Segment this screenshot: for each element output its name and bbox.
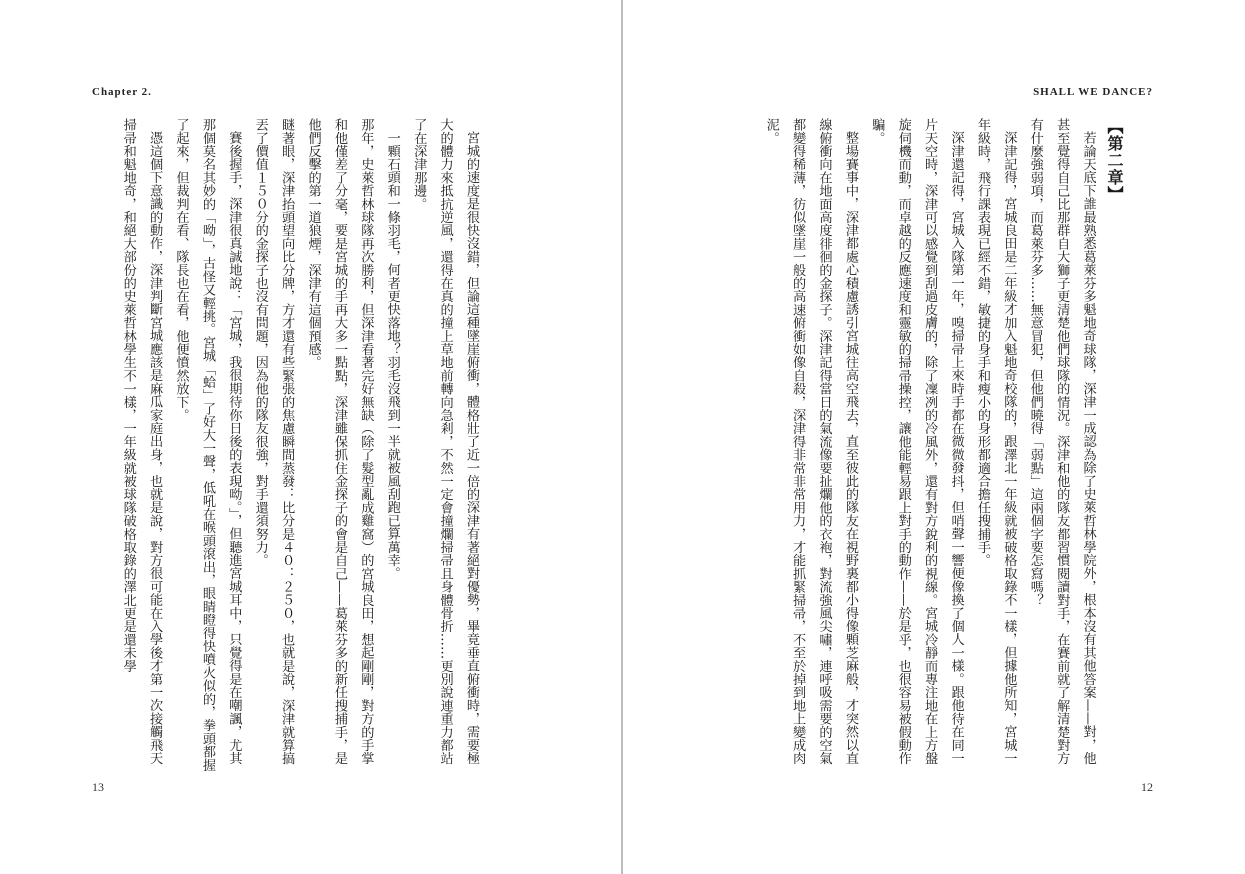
page-number: 13 [92, 780, 104, 794]
chapter-title: 【第二章】 [1105, 118, 1124, 203]
paragraph: 瞇著眼，深津抬頭望向比分牌，方才還有些緊張的焦慮瞬間蒸發：比分是４０：２５０，也就是說，深津就算搞丟了價值１５０分的金探子也沒有問題，因為他的隊友很強，對手還須努力。 [252, 118, 295, 765]
left-page-body [92, 118, 484, 774]
paragraph: 那年，史萊哲林球隊再次勝利，但深津看著完好無缺（除了髮型亂成雞窩）的宮城良田，想起剛剛，對方的手掌和他僅差了分毫，要是宮城的手再大多一點點，深津雖保抓住金探子的會是自己——葛萊芬多的新任搜捕手，是他們反擊的第一道狼煙，深津有這個預感。 [305, 118, 374, 765]
paragraph: 若論天底下誰最熟悉葛萊芬多魁地奇球隊，深津一成認為除了史萊哲林學院外，根本沒有其他答案——對，他甚至覺得自己比那群自大獅子更清楚他們球隊的情況。深津和他的隊友都習慣閱讀對手，在賽前就了解清楚對方有什麼強弱項，而葛萊芬多……無意冒犯，但他們曉得「弱點」這兩個字要怎寫嗎？ [1027, 118, 1096, 765]
paragraph: 整場賽事中，深津都處心積慮誘引宮城往高空飛去，直至彼此的隊友在視野裏都小得像顆芝麻般，才突然以直線俯衝向在地面高度徘徊的金探子。深津記得當日的氣流像要扯爛他的衣袍，對流強風尖嘯，連呼吸需要的空氣都變得稀薄，彷似墜崖一般的高速俯衝如像自殺，深津得非常非常用力，才能抓緊掃帚，不至於掉到地上變成肉泥。 [763, 118, 858, 765]
running-header-chapter: Chapter 2. [92, 86, 152, 98]
paragraph: 賽後握手，深津很真誠地說：「宮城，我很期待你日後的表現呦。」，但聽進宮城耳中，只覺得是在嘲諷，尤其那個莫名其妙的「呦」，古怪又輕挑。宮城「蛤」了好大一聲，低吼在喉頭滾出，眼睛瞪得快噴火似的，拳頭都握了起來，但裁判在看、隊長也在看，他便憤然放下。 [173, 118, 242, 772]
paragraph: 宮城的速度是很快沒錯，但論這種墜崖俯衝，體格壯了近一倍的深津有著絕對優勢，畢竟垂直俯衝時，需要極大的體力來抵抗逆風，還得在真的撞上草地前轉向急剎，不然一定會撞爛掃帚且身體骨折……更別說連重力都站了在深津那邊。 [411, 118, 479, 765]
paragraph: 一顆石頭和一條羽毛，何者更快落地？羽毛沒飛到一半就被風刮跑已算萬幸。 [384, 131, 400, 580]
right-page [623, 0, 1245, 874]
page-number: 12 [1141, 780, 1153, 794]
left-page [0, 0, 622, 874]
paragraph: 深津還記得，宮城入隊第一年，嗅掃帚上來時手都在微微發抖，但哨聲一響便像換了個人一樣。跟他待在同一片天空時，深津可以感覺到刮過皮膚的，除了凜冽的冷風外，還有對方銳利的視線。宮城冷靜而專注地在上方盤旋伺機而動，而卓越的反應速度和靈敏的掃帚操控，讓他能輕易跟上對手的動作——於是乎，也很容易被假動作騙。 [869, 118, 964, 765]
paragraph: 憑這個下意識的動作，深津判斷宮城應該是麻瓜家庭出身，也就是說，對方很可能在入學後才第一次接觸飛天掃帚和魁地奇，和絕大部份的史萊哲林學生不一樣，一年級就被球隊破格取錄的澤北更是還未學 [120, 118, 163, 765]
paragraph: 深津記得，宮城良田是二年級才加入魁地奇校隊的，跟澤北一年級就被破格取錄不一樣，但據他所知，宮城一年級時，飛行課表現已經不錯，敏捷的身手和瘦小的身形都適合擔任搜捕手。 [974, 118, 1017, 765]
right-page-body [735, 118, 1127, 774]
running-header-title: SHALL WE DANCE? [1033, 86, 1153, 98]
